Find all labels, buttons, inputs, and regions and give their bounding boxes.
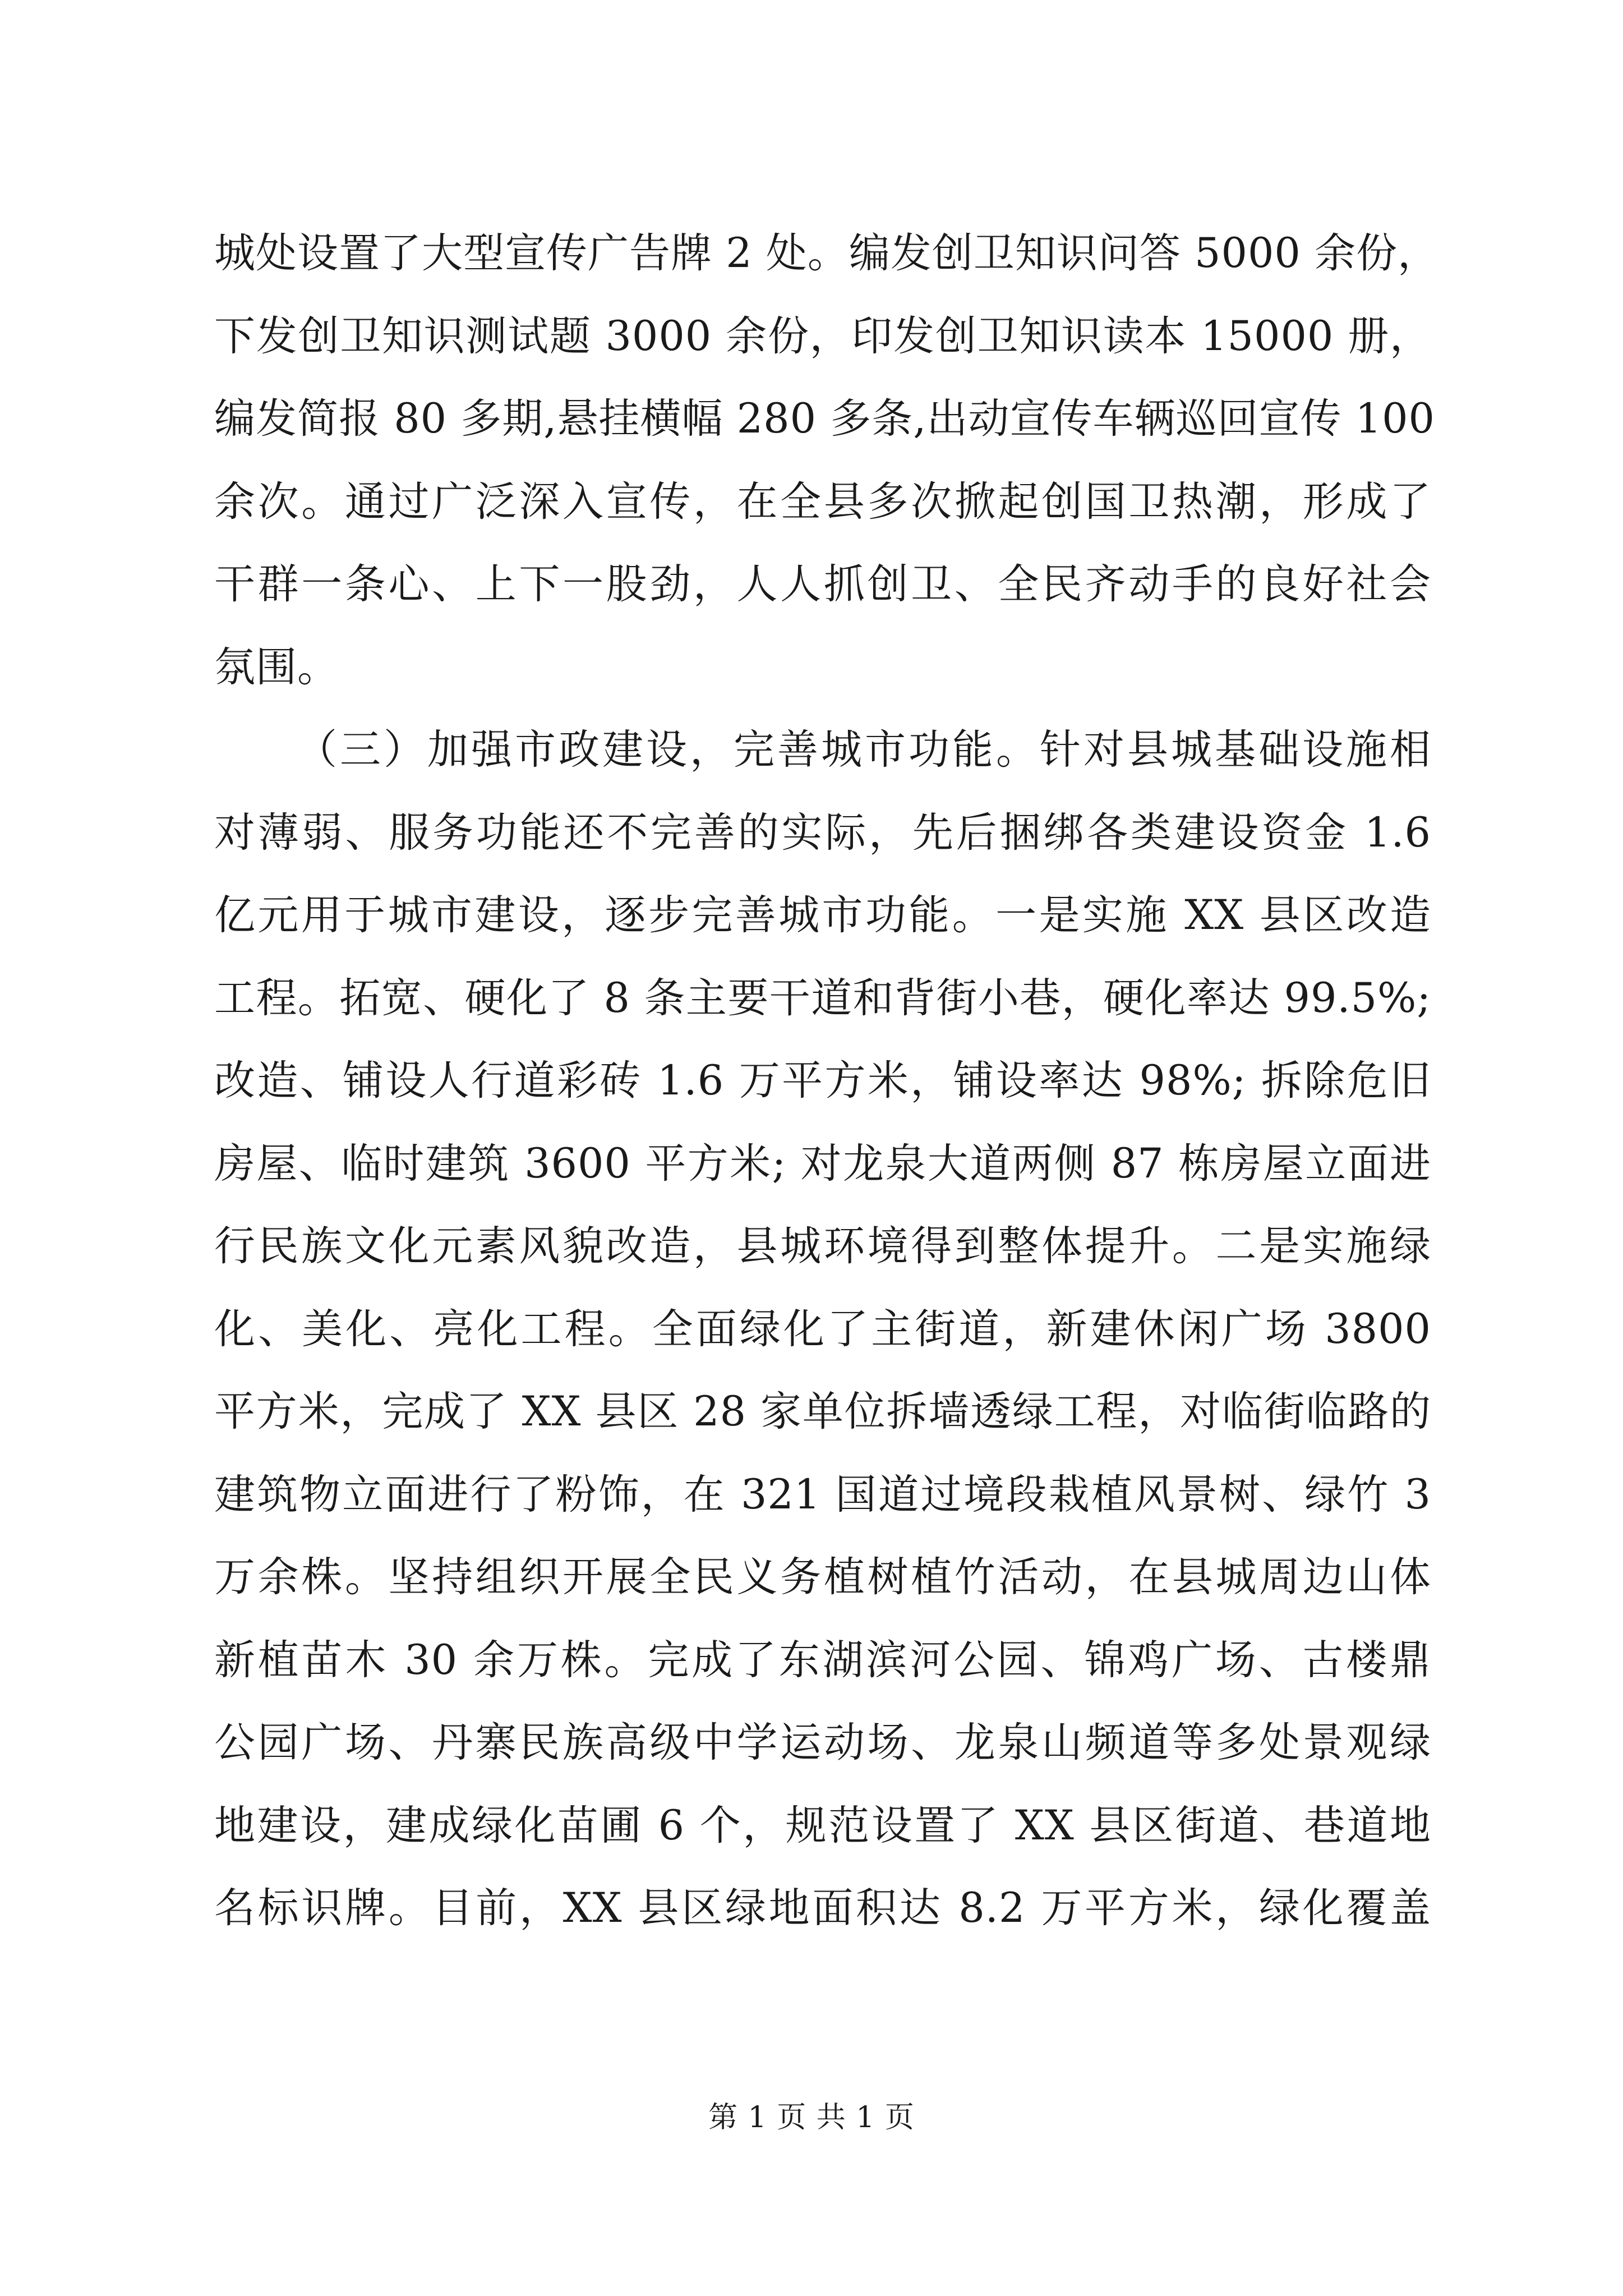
text-line: 平方米，完成了 XX 县区 28 家单位拆墙透绿工程，对临街临路的 bbox=[214, 1388, 1431, 1435]
text-line: （三）加强市政建设，完善城市功能。针对县城基础设施相 bbox=[296, 726, 1431, 774]
text-line: 万余株。坚持组织开展全民义务植树植竹活动，在县城周边山体 bbox=[214, 1553, 1431, 1601]
text-line: 公园广场、丹寨民族高级中学运动场、龙泉山频道等多处景观绿 bbox=[214, 1719, 1431, 1766]
text-line: 建筑物立面进行了粉饰，在 321 国道过境段栽植风景树、绿竹 3 bbox=[214, 1470, 1431, 1519]
text-line: 对薄弱、服务功能还不完善的实际，先后捆绑各类建设资金 1.6 bbox=[214, 808, 1431, 857]
text-line: 化、美化、亮化工程。全面绿化了主街道，新建休闲广场 3800 bbox=[214, 1305, 1431, 1353]
text-line: 名标识牌。目前，XX 县区绿地面积达 8.2 万平方米，绿化覆盖 bbox=[214, 1884, 1431, 1932]
paragraph-2 bbox=[214, 708, 1431, 1950]
page-footer: 第 1 页 共 1 页 bbox=[708, 2101, 915, 2134]
text-line: 房屋、临时建筑 3600 平方米; 对龙泉大道两侧 87 栋房屋立面进 bbox=[214, 1139, 1431, 1188]
text-line: 城处设置了大型宣传广告牌 2 处。编发创卫知识问答 5000 余份， bbox=[214, 229, 1440, 277]
text-line: 氛围。 bbox=[214, 643, 339, 691]
text-line: 余次。通过广泛深入宣传，在全县多次掀起创国卫热潮，形成了 bbox=[214, 477, 1431, 526]
text-line: 地建设，建成绿化苗圃 6 个，规范设置了 XX 县区街道、巷道地 bbox=[214, 1801, 1431, 1849]
text-line: 改造、铺设人行道彩砖 1.6 万平方米，铺设率达 98%; 拆除危旧 bbox=[214, 1057, 1431, 1105]
text-line: 新植苗木 30 余万株。完成了东湖滨河公园、锦鸡广场、古楼鼎 bbox=[214, 1636, 1431, 1684]
body-text bbox=[214, 212, 1440, 1950]
text-line: 干群一条心、上下一股劲，人人抓创卫、全民齐动手的良好社会 bbox=[214, 560, 1431, 608]
text-line: 下发创卫知识测试题 3000 余份，印发创卫知识读本 15000 册， bbox=[214, 312, 1431, 360]
paragraph-1 bbox=[214, 212, 1440, 708]
text-line: 行民族文化元素风貌改造，县城环境得到整体提升。二是实施绿 bbox=[214, 1222, 1431, 1270]
text-line: 编发简报 80 多期,悬挂横幅 280 多条,出动宣传车辆巡回宣传 100 bbox=[214, 395, 1435, 443]
text-line: 亿元用于城市建设，逐步完善城市功能。一是实施 XX 县区改造 bbox=[214, 891, 1431, 939]
text-line: 工程。拓宽、硬化了 8 条主要干道和背街小巷，硬化率达 99.5%; bbox=[214, 974, 1431, 1022]
